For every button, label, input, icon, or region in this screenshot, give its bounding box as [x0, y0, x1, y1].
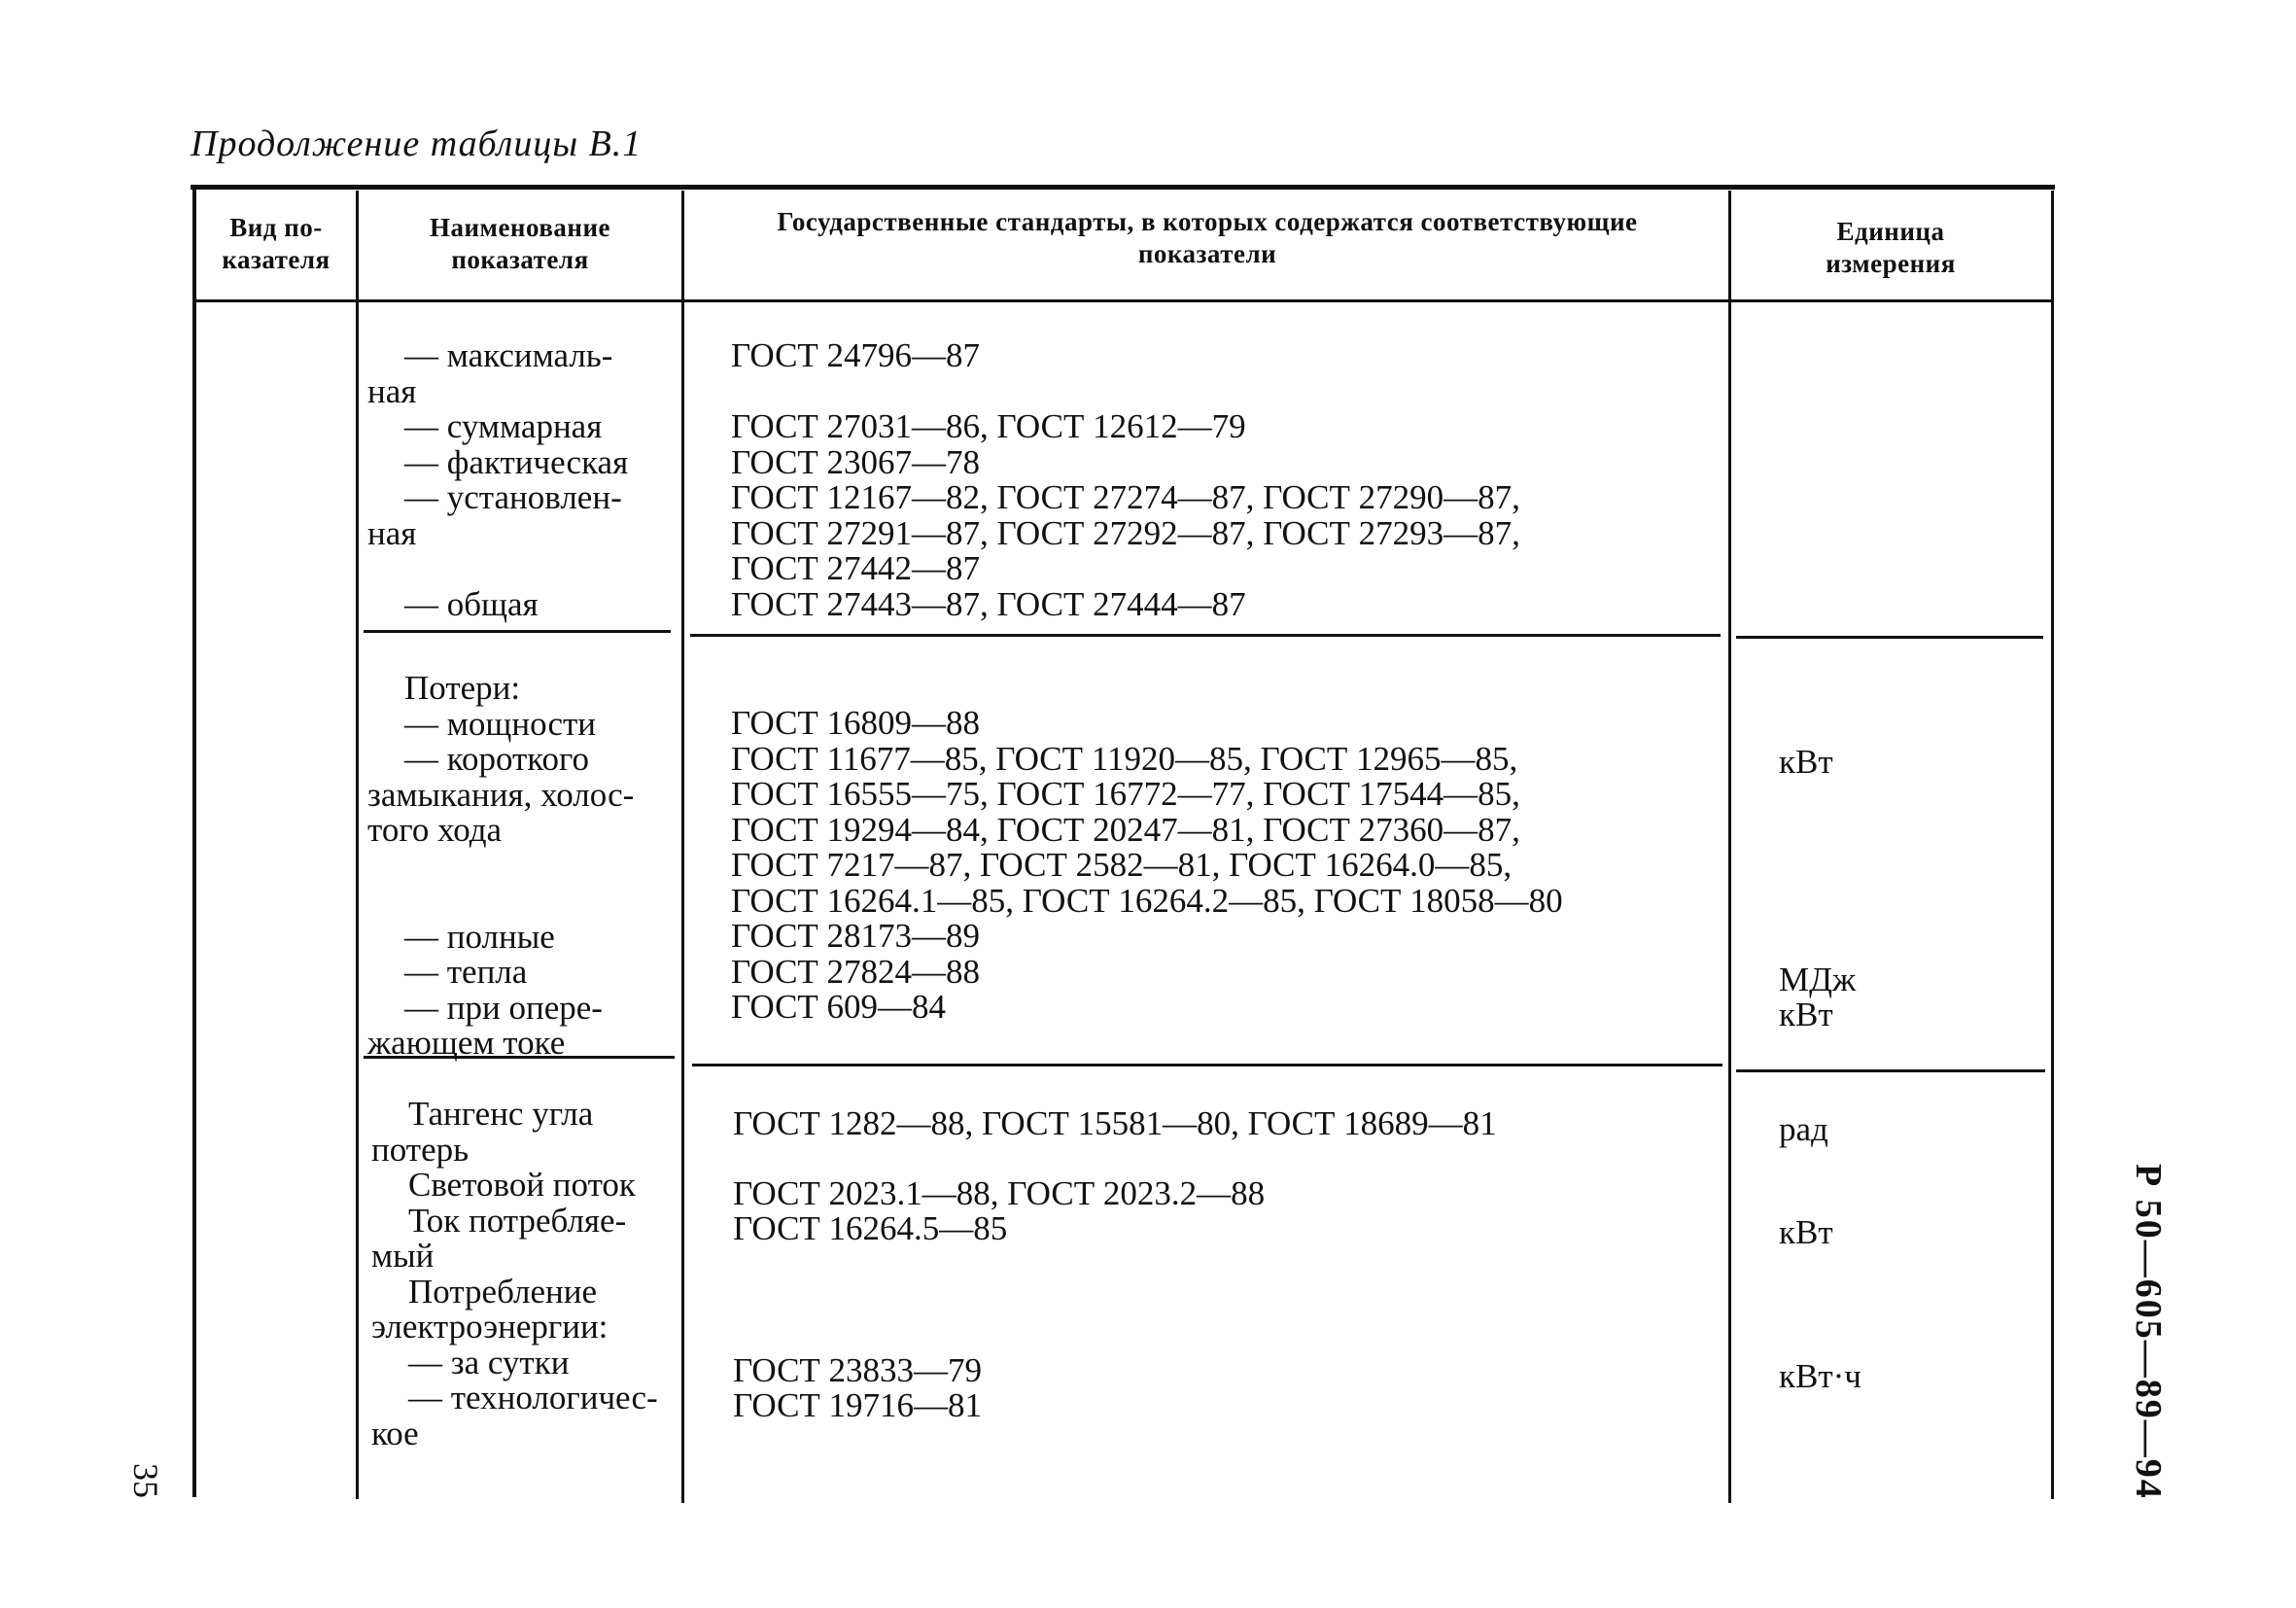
- column-rule-5: [2051, 191, 2054, 1499]
- header-bottom-rule: [194, 299, 2053, 302]
- unit-mdzh: МДж: [1779, 961, 1857, 998]
- unit-kvt: кВт: [1779, 743, 1833, 781]
- table-top-rule: [191, 185, 2055, 190]
- header-standards: Государственные стандарты, в которых содержатся соответствующие показатели: [777, 207, 1638, 268]
- section2-labels: Потери: — мощности — короткого замыкания, холос- того хода — полные — тепла — при опере- жающем токе: [367, 669, 635, 1062]
- section3-standards-3: ГОСТ 16264.5—85: [733, 1209, 1008, 1247]
- section-rule-2c: [1736, 1069, 2045, 1072]
- unit-rad: рад: [1779, 1110, 1828, 1148]
- column-rule-2: [356, 191, 359, 1499]
- page-number: 35: [126, 1463, 165, 1498]
- unit-kvt-2: кВт: [1779, 996, 1833, 1033]
- header-unit: Единица измерения: [1826, 217, 1956, 278]
- section-rule-1b: [690, 634, 1721, 637]
- unit-kvth: кВт·ч: [1779, 1357, 1861, 1395]
- section3-standards-1: ГОСТ 1282—88, ГОСТ 15581—80, ГОСТ 18689—81: [733, 1104, 1497, 1142]
- section1-standards: ГОСТ 24796—87 ГОСТ 27031—86, ГОСТ 12612—79 ГОСТ 23067—78 ГОСТ 12167—82, ГОСТ 27274—87, ГОСТ 27290—87, ГОСТ 27291—87, ГОСТ 27292—87, ГОСТ 27293—87, ГОСТ 27442—87 ГОСТ 27443—87, ГОСТ 27444—87: [731, 336, 1520, 623]
- header-name: Наименование показателя: [430, 213, 610, 274]
- section3-standards-4: ГОСТ 23833—79: [733, 1351, 983, 1389]
- unit-kvt-3: кВт: [1779, 1213, 1833, 1251]
- section1-labels: — максималь- ная — суммарная — фактическая — установлен- ная — общая: [367, 336, 629, 623]
- header-type: Вид по- казателя: [222, 213, 330, 274]
- table-caption: Продолжение таблицы В.1: [191, 123, 643, 164]
- section-rule-1a: [364, 630, 671, 633]
- section3-standards-2: ГОСТ 2023.1—88, ГОСТ 2023.2—88: [733, 1174, 1266, 1212]
- section-rule-1c: [1736, 636, 2043, 639]
- section3-standards-5: ГОСТ 19716—81: [733, 1386, 983, 1424]
- column-rule-1: [192, 185, 196, 1497]
- document-code: Р 50—605—89—94: [2128, 1164, 2169, 1500]
- section-rule-2b: [692, 1064, 1722, 1066]
- column-rule-4: [1728, 191, 1731, 1503]
- section3-labels: Тангенс угла потерь Световой поток Ток потребляе- мый Потребление электроэнергии: — за сутки — технологичес- кое: [371, 1095, 658, 1452]
- section2-standards: ГОСТ 16809—88 ГОСТ 11677—85, ГОСТ 11920—85, ГОСТ 12965—85, ГОСТ 16555—75, ГОСТ 16772—77, ГОСТ 17544—85, ГОСТ 19294—84, ГОСТ 20247—81, ГОСТ 27360—87, ГОСТ 7217—87, ГОСТ 2582—81, ГОСТ 16264.0—85, ГОСТ 16264.1—85, ГОСТ 16264.2—85, ГОСТ 18058—80 ГОСТ 28173—89 ГОСТ 27824—88 ГОСТ 609—84: [731, 704, 1563, 1026]
- column-rule-3: [681, 191, 684, 1503]
